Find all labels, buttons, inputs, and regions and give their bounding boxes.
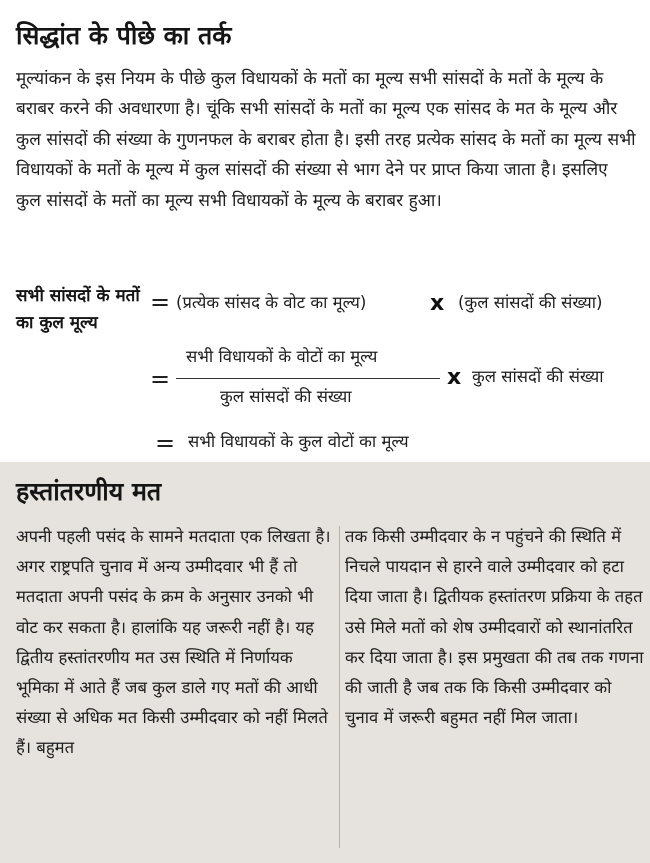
- section-heading-principle: सिद्धांत के पीछे का तर्क: [16, 21, 232, 50]
- formula-term-vote-value: (प्रत्येक सांसद के वोट का मूल्य): [176, 293, 367, 312]
- section-heading-transferable: हस्तांतरणीय मत: [16, 477, 162, 506]
- equals-sign: =: [155, 429, 176, 457]
- formula-term-mp-count: (कुल सांसदों की संख्या): [458, 293, 603, 312]
- formula-label: सभी सांसदों के मतों का कुल मूल्य: [16, 286, 140, 333]
- multiply-sign: x: [447, 365, 462, 390]
- multiply-sign: x: [430, 291, 445, 316]
- column-left-text: अपनी पहली पसंद के सामने मतदाता एक लिखता है। अगर राष्ट्रपति चुनाव में अन्य उम्मीदवार भी हैं तो मतदाता अपनी पसंद के क्रम के अनुसार उनको भी वोट कर सकता है। हालांकि यह जरूरी नहीं है। यह द्वितीय हस्तांतरणीय मत उस स्थिति में निर्णायक भूमिका में आते हैं जब कुल डाले गए मतों की आधी संख्या से अधिक मत किसी उम्मीदवार को नहीं मिलते हैं। बहुमत: [16, 527, 331, 758]
- equals-sign: =: [150, 365, 171, 393]
- formula-term-mp-count: कुल सांसदों की संख्या: [472, 367, 604, 386]
- column-right-text: तक किसी उम्मीदवार के न पहुंचने की स्थिति में निचले पायदान से हारने वाले उम्मीदवार को हटा दिया जाता है। द्वितीयक हस्तांतरण प्रक्रिया के तहत उसे मिले मतों को शेष उम्मीदवारों को स्थानांतरित कर दिया जाता है। इस प्रमुखता की तब तक गणना की जाती है जब तक कि किसी उम्मीदवार को चुनाव में जरूरी बहुमत नहीं मिल जाता।: [345, 527, 644, 728]
- fraction-bar: [176, 378, 440, 379]
- fraction-numerator: सभी विधायकों के वोटों का मूल्य: [186, 347, 378, 366]
- principle-paragraph: मूल्यांकन के इस नियम के पीछे कुल विधायकों के मतों का मूल्य सभी सांसदों के मतों के मूल्य के बराबर करने की अवधारणा है। चूंकि सभी सांसदों के मतों का मूल्य एक सांसद के मत के मूल्य और कुल सांसदों की संख्या के गुणनफल के बराबर होता है। इसी तरह प्रत्येक सांसद के मतों का मूल्य सभी विधायकों के मतों के मूल्य में कुल सांसदों की संख्या से भाग देने पर प्राप्त किया जाता है। इसलिए कुल सांसदों के मतों का मूल्य सभी विधायकों के मूल्य के बराबर हुआ।: [16, 69, 636, 211]
- equals-sign: =: [150, 288, 171, 316]
- fraction-denominator: कुल सांसदों की संख्या: [220, 387, 352, 406]
- column-divider: [339, 526, 340, 848]
- formula-result: सभी विधायकों के कुल वोटों का मूल्य: [188, 432, 409, 451]
